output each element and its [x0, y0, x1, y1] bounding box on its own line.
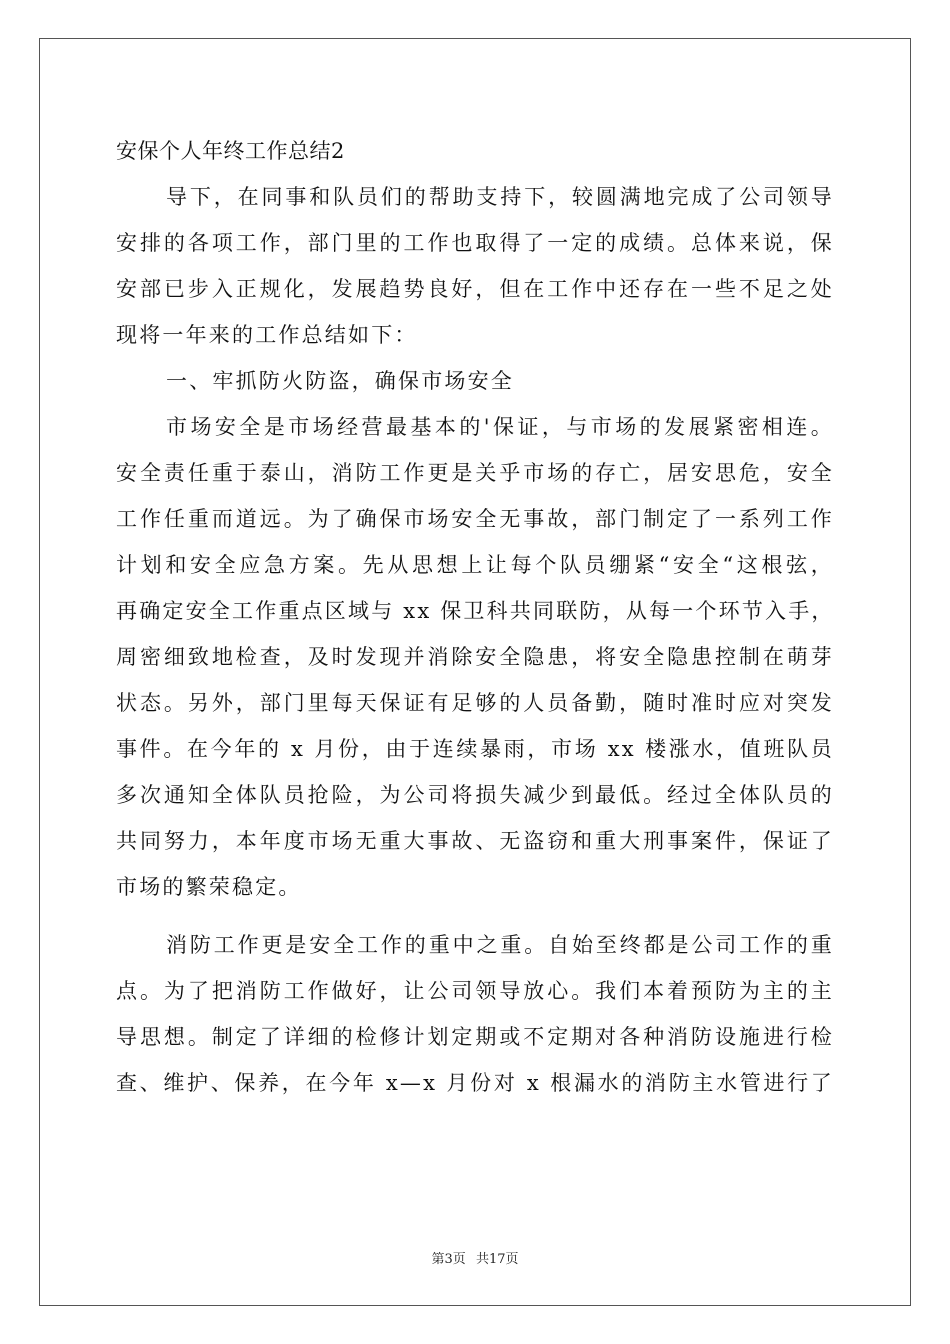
text-line: 安部已步入正规化，发展趋势良好，但在工作中还存在一些不足之处	[116, 277, 834, 301]
text-line: 一、牢抓防火防盗，确保市场安全	[166, 369, 514, 393]
paragraph	[116, 174, 834, 358]
document-body	[116, 128, 834, 1106]
text-line: 安全责任重于泰山，消防工作更是关乎市场的存亡，居安思危，安全	[116, 461, 834, 485]
text-line: 查、维护、保养，在今年 x—x 月份对 x 根漏水的消防主水管进行了	[116, 1071, 834, 1095]
text-line: 导思想。制定了详细的检修计划定期或不定期对各种消防设施进行检	[116, 1025, 834, 1049]
paragraph-gap	[116, 910, 834, 922]
section-heading	[116, 358, 834, 404]
page-total: 共17页	[475, 1252, 519, 1267]
document-title: 安保个人年终工作总结2	[116, 139, 345, 163]
text-line: 消防工作更是安全工作的重中之重。自始至终都是公司工作的重	[166, 933, 834, 957]
text-line: 工作任重而道远。为了确保市场安全无事故，部门制定了一系列工作	[116, 507, 834, 531]
text-line: 状态。另外，部门里每天保证有足够的人员备勤，随时准时应对突发	[116, 691, 834, 715]
text-line: 周密细致地检查，及时发现并消除安全隐患，将安全隐患控制在萌芽	[116, 645, 834, 669]
text-line: 事件。在今年的 x 月份，由于连续暴雨，市场 xx 楼涨水，值班队员	[116, 737, 834, 761]
text-line: 计划和安全应急方案。先从思想上让每个队员绷紧“安全“这根弦，	[116, 553, 834, 577]
page-number: 第3页	[431, 1252, 466, 1267]
page-footer	[0, 1248, 950, 1267]
text-line: 市场安全是市场经营最基本的'保证，与市场的发展紧密相连。	[166, 415, 834, 439]
text-line: 现将一年来的工作总结如下：	[116, 323, 418, 347]
text-line: 共同努力，本年度市场无重大事故、无盗窃和重大刑事案件，保证了	[116, 829, 834, 853]
text-line: 安排的各项工作，部门里的工作也取得了一定的成绩。总体来说，保	[116, 231, 834, 255]
text-line: 再确定安全工作重点区域与 xx 保卫科共同联防，从每一个环节入手，	[116, 599, 835, 623]
paragraph	[116, 922, 834, 1106]
text-line: 点。为了把消防工作做好，让公司领导放心。我们本着预防为主的主	[116, 979, 834, 1003]
text-line: 导下，在同事和队员们的帮助支持下，较圆满地完成了公司领导	[166, 185, 834, 209]
text-line: 多次通知全体队员抢险，为公司将损失减少到最低。经过全体队员的	[116, 783, 834, 807]
paragraph	[116, 404, 834, 910]
text-line: 市场的繁荣稳定。	[116, 875, 302, 899]
